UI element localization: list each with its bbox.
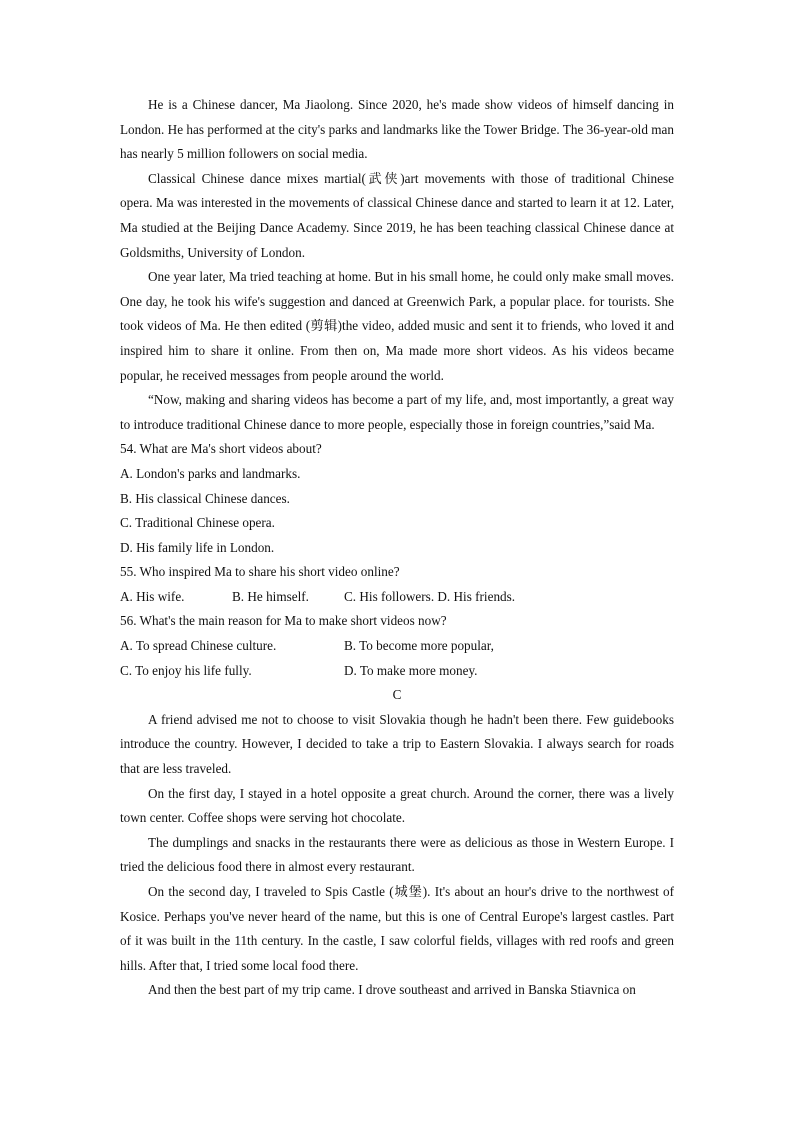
passage-b-paragraph-3: One year later, Ma tried teaching at home. But in his small home, he could only make small moves. One day, he took his wife's suggestion and danced at Greenwich Park, a popular place. for tourists. She took videos of Ma. He then edited (剪辑)the video, added music and sent it to friends, who loved it and inspired him to share it online. From then on, Ma made more short videos. As his videos became popular, he received messages from people around the world. xyxy=(120,269,674,383)
passage-c-paragraph-5: And then the best part of my trip came. I drove southeast and arrived in Banska Stiavnica on xyxy=(148,982,636,998)
passage-c-paragraph-1: A friend advised me not to choose to visit Slovakia though he hadn't been there. Few guidebooks introduce the country. However, I decided to take a trip to Eastern Slovakia. I always search for roads that are less traveled. xyxy=(120,711,674,777)
passage-c-paragraph-2: On the first day, I stayed in a hotel opposite a great church. Around the corner, there was a lively town center. Coffee shops were serving hot chocolate. xyxy=(120,785,674,826)
passage-b-paragraph-2: Classical Chinese dance mixes martial(武侠)art movements with those of traditional Chinese opera. Ma was interested in the movements of classical Chinese dance and started to learn it at 12. Later, Ma studied at the Beijing Dance Academy. Since 2019, he has been teaching classical Chinese dance at Goldsmiths, University of London. xyxy=(120,170,674,260)
question-56-option-c: C. To enjoy his life fully. xyxy=(120,662,252,678)
question-54-option-d: D. His family life in London. xyxy=(120,539,275,555)
question-55-option-b: B. He himself. xyxy=(232,588,309,604)
question-54-option-a: A. London's parks and landmarks. xyxy=(120,465,301,481)
question-56-option-a: A. To spread Chinese culture. xyxy=(120,638,277,654)
question-54-stem: 54. What are Ma's short videos about? xyxy=(120,441,322,457)
question-56-option-d: D. To make more money. xyxy=(344,662,478,678)
question-56-options-row-1 xyxy=(120,634,674,659)
question-56 xyxy=(120,609,674,683)
question-55-options xyxy=(120,585,674,610)
question-55 xyxy=(120,560,674,609)
passage-c-paragraph-3: The dumplings and snacks in the restaurants there were as delicious as those in Western Europe. I tried the delicious food there in almost every restaurant. xyxy=(120,834,674,875)
passage-b-paragraph-4: “Now, making and sharing videos has become a part of my life, and, most importantly, a great way to introduce traditional Chinese dance to more people, especially those in foreign countries,”said Ma. xyxy=(120,392,674,432)
question-54 xyxy=(120,437,674,560)
section-heading-c: C xyxy=(392,687,402,703)
question-55-option-a: A. His wife. xyxy=(120,588,185,604)
passage-b-paragraph-1: He is a Chinese dancer, Ma Jiaolong. Since 2020, he's made show videos of himself dancing in London. He has performed at the city's parks and landmarks like the Tower Bridge. The 36-year-old man has nearly 5 million followers on social media. xyxy=(120,97,674,162)
question-55-stem: 55. Who inspired Ma to share his short video online? xyxy=(120,564,400,580)
passage-c-paragraph-4: On the second day, I traveled to Spis Castle (城堡). It's about an hour's drive to the northwest of Kosice. Perhaps you've never heard of the name, but this is one of Central Europe's largest castles. Part of it was built in the 11th century. In the castle, I saw colorful fields, villages with red roofs and green hills. After that, I tried some local food there. xyxy=(120,884,674,973)
question-54-option-c: C. Traditional Chinese opera. xyxy=(120,515,275,531)
question-56-option-b: B. To become more popular, xyxy=(344,638,494,654)
document-page xyxy=(120,93,674,1003)
question-54-option-b: B. His classical Chinese dances. xyxy=(120,490,290,506)
question-55-option-cd: C. His followers. D. His friends. xyxy=(344,588,516,604)
question-56-stem: 56. What's the main reason for Ma to make short videos now? xyxy=(120,613,447,629)
question-56-options-row-2 xyxy=(120,659,674,684)
